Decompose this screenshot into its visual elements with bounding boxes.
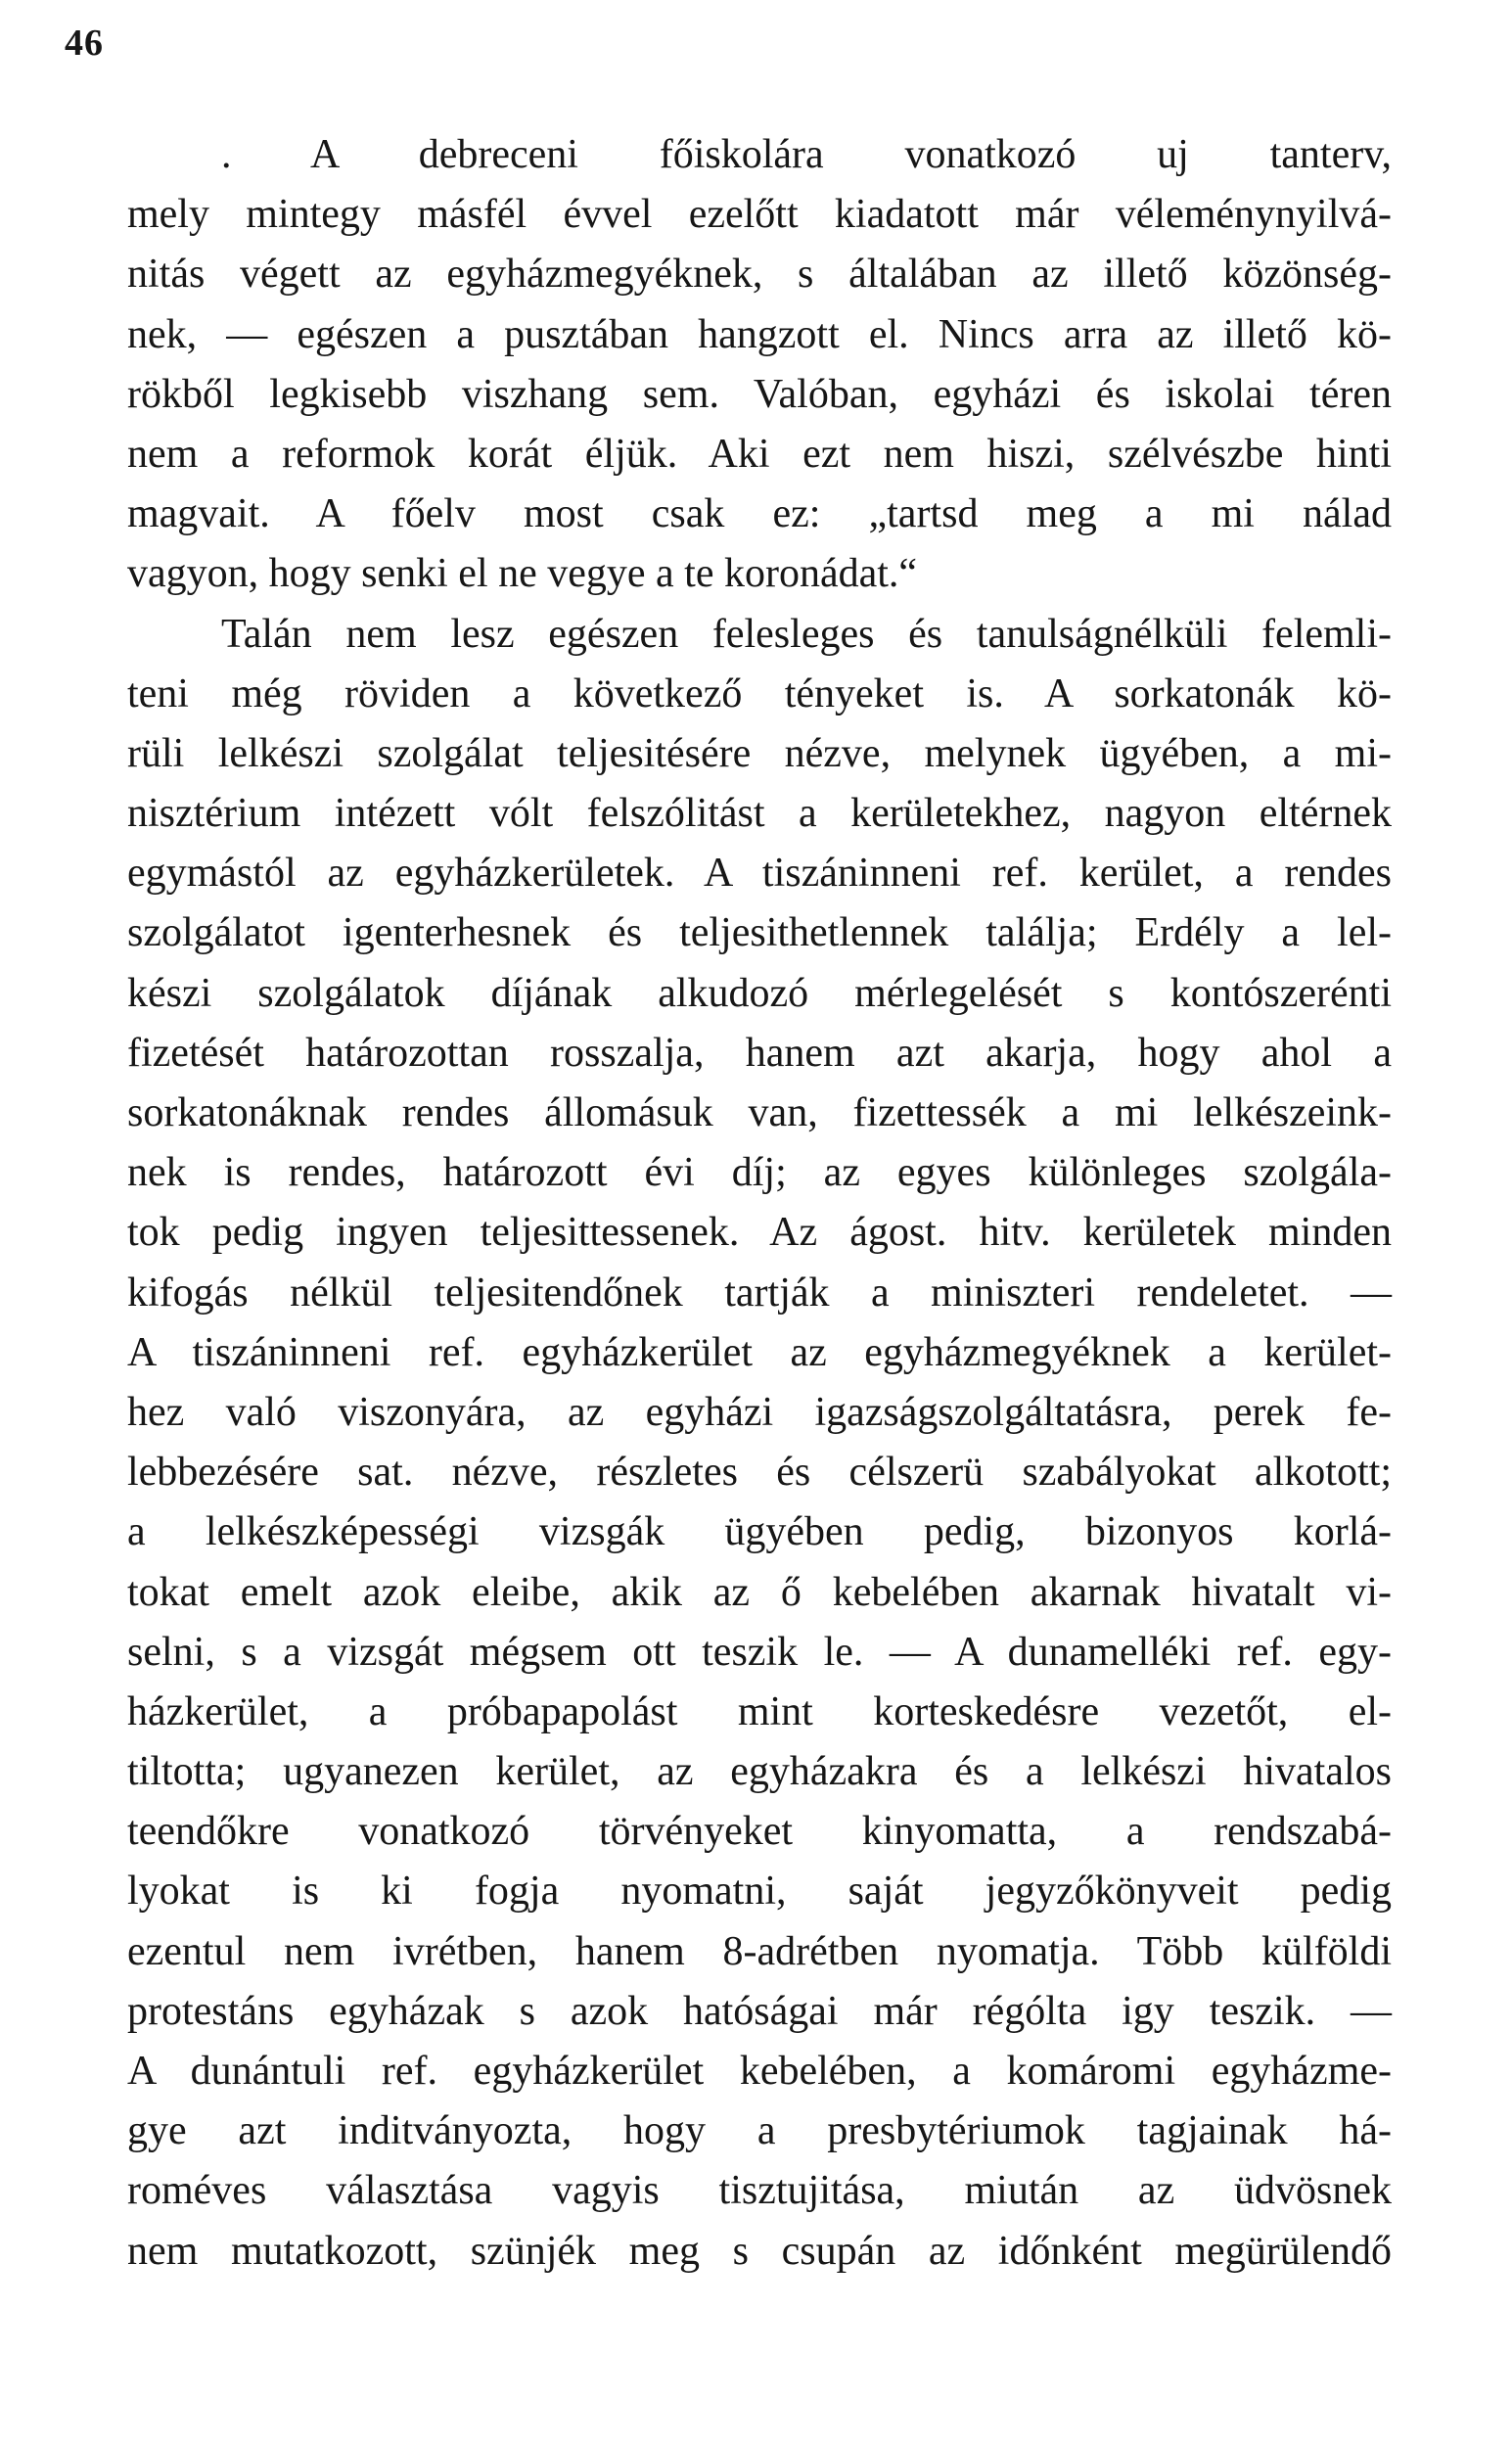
text-line: készi szolgálatok díjának alkudozó mérlegelését s kontószerénti <box>127 970 1392 1016</box>
text-line: tokat emelt azok eleibe, akik az ő kebelében akarnak hivatalt vi- <box>127 1569 1392 1615</box>
text-line: kifogás nélkül teljesitendőnek tartják a miniszteri rendeletet. — <box>127 1270 1392 1316</box>
text-line: nitás végett az egyházmegyéknek, s általában az illető közönség- <box>127 252 1392 298</box>
text-line: rüli lelkészi szolgálat teljesitésére nézve, melynek ügyében, a mi- <box>127 730 1392 776</box>
text-line: sorkatonáknak rendes állomásuk van, fizettessék a mi lelkészeink- <box>127 1090 1392 1135</box>
text-line: teendőkre vonatkozó törvényeket kinyomatta, a rendszabá- <box>127 1809 1392 1855</box>
text-line: roméves választása vagyis tisztujitása, miután az üdvösnek <box>127 2168 1392 2214</box>
text-line: szolgálatot igenterhesnek és teljesithetlennek találja; Erdély a lel- <box>127 910 1392 956</box>
text-line: selni, s a vizsgát mégsem ott teszik le. — A dunamelléki ref. egy- <box>127 1629 1392 1675</box>
text-line: Talán nem lesz egészen felesleges és tanulságnélküli felemli- <box>221 611 1392 657</box>
text-line: lyokat is ki fogja nyomatni, saját jegyzőkönyveit pedig <box>127 1869 1392 1915</box>
text-line: vagyon, hogy senki el ne vegye a te koronádat.“ <box>127 551 918 597</box>
text-line: A tiszáninneni ref. egyházkerület az egyházmegyéknek a kerület- <box>127 1329 1392 1375</box>
text-line: tok pedig ingyen teljesittessenek. Az ágost. hitv. kerületek minden <box>127 1210 1392 1256</box>
body-text <box>127 125 1392 2282</box>
text-line: mely mintegy másfél évvel ezelőtt kiadatott már véleménynyilvá- <box>127 192 1392 238</box>
text-line: A dunántuli ref. egyházkerület kebelében, a komáromi egyházme- <box>127 2049 1392 2094</box>
text-line: . A debreceni főiskolára vonatkozó uj tanterv, <box>221 132 1392 177</box>
text-line: ezentul nem ivrétben, hanem 8-adrétben nyomatja. Több külföldi <box>127 1928 1392 1974</box>
text-line: egymástól az egyházkerületek. A tiszáninneni ref. kerület, a rendes <box>127 851 1392 897</box>
page-number: 46 <box>65 23 104 64</box>
text-line: nem mutatkozott, szünjék meg s csupán az időnként megürülendő <box>127 2228 1392 2274</box>
text-line: fizetését határozottan rosszalja, hanem azt akarja, hogy ahol a <box>127 1030 1392 1076</box>
text-line: tiltotta; ugyanezen kerület, az egyházakra és a lelkészi hivatalos <box>127 1749 1392 1795</box>
text-line: nisztérium intézett vólt felszólitást a kerületekhez, nagyon eltérnek <box>127 791 1392 837</box>
text-line: nek, — egészen a pusztában hangzott el. Nincs arra az illető kö- <box>127 311 1392 357</box>
text-line: nem a reformok korát éljük. Aki ezt nem hiszi, szélvészbe hinti <box>127 431 1392 477</box>
text-line: a lelkészképességi vizsgák ügyében pedig, bizonyos korlá- <box>127 1509 1392 1555</box>
text-line: lebbezésére sat. nézve, részletes és célszerü szabályokat alkotott; <box>127 1450 1392 1496</box>
text-line: nek is rendes, határozott évi díj; az egyes különleges szolgála- <box>127 1150 1392 1196</box>
text-line: rökből legkisebb viszhang sem. Valóban, egyházi és iskolai téren <box>127 371 1392 417</box>
text-line: gye azt inditványozta, hogy a presbytériumok tagjainak há- <box>127 2108 1392 2154</box>
text-line: teni még röviden a következő tényeket is. A sorkatonák kö- <box>127 670 1392 716</box>
text-line: protestáns egyházak s azok hatóságai már régólta igy teszik. — <box>127 1988 1392 2034</box>
text-line: magvait. A főelv most csak ez: „tartsd meg a mi nálad <box>127 491 1392 537</box>
text-line: hez való viszonyára, az egyházi igazságszolgáltatásra, perek fe- <box>127 1389 1392 1435</box>
text-line: házkerület, a próbapapolást mint korteskedésre vezetőt, el- <box>127 1688 1392 1734</box>
